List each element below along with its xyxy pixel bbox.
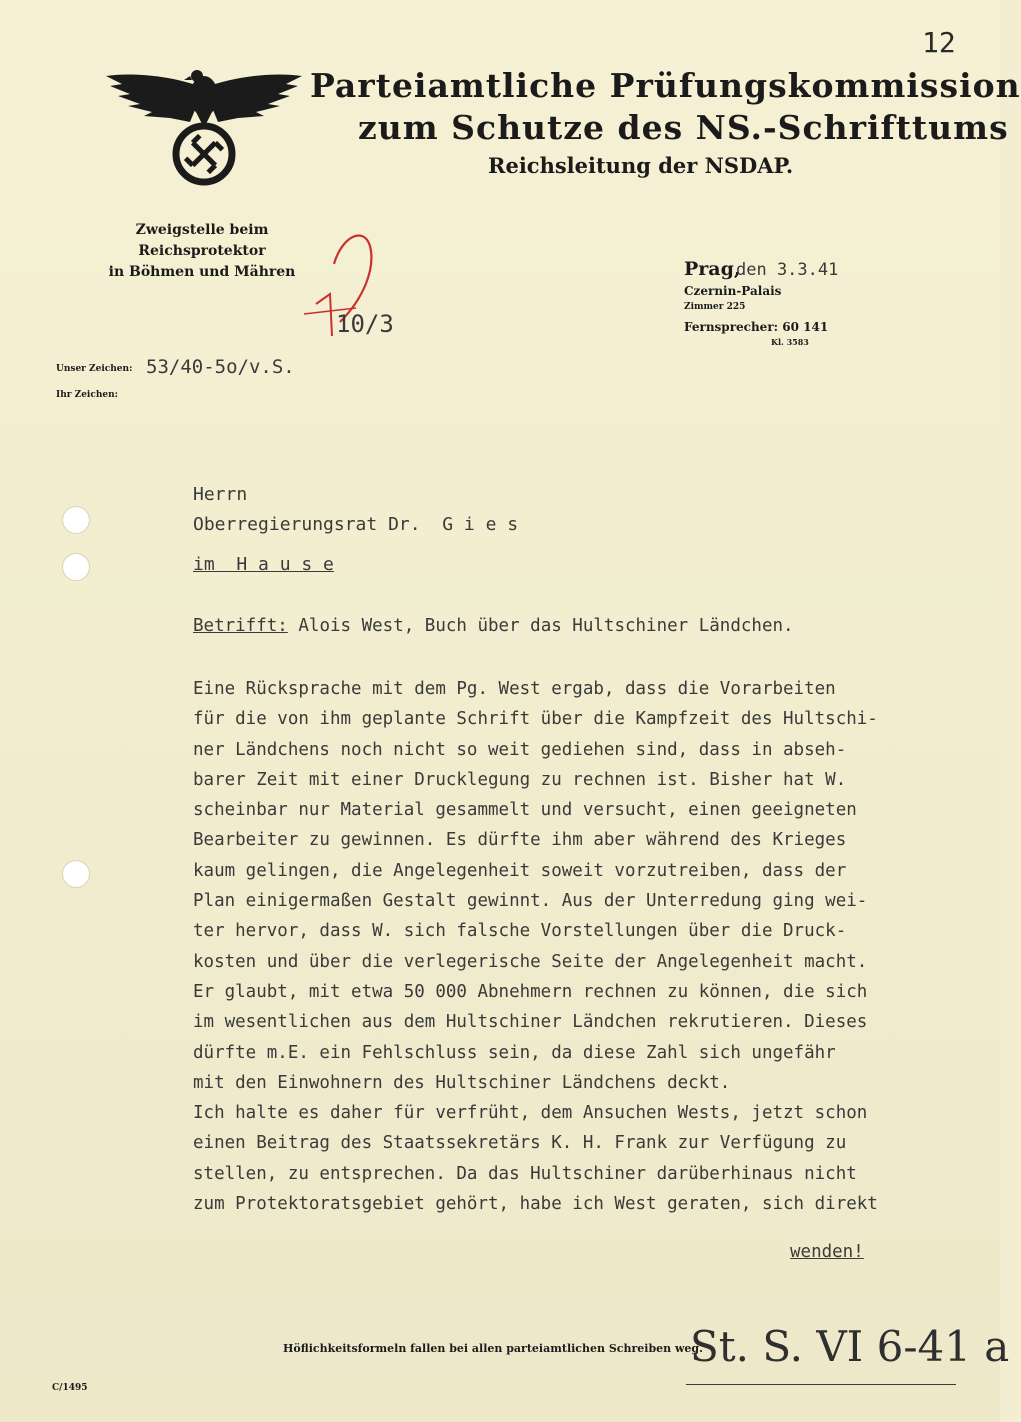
eagle-emblem-icon bbox=[104, 66, 304, 192]
body-line: stellen, zu entsprechen. Da das Hultschiner darüberhinaus nicht bbox=[193, 1163, 857, 1184]
branch-office bbox=[72, 220, 332, 283]
phone-number: Fernsprecher: 60 141 bbox=[684, 320, 829, 334]
branch-line: in Böhmen und Mähren bbox=[108, 264, 296, 280]
our-reference-label: Unser Zeichen: bbox=[56, 364, 133, 374]
body-line: Plan einigermaßen Gestalt gewinnt. Aus der Unterredung ging wei- bbox=[193, 891, 868, 912]
letterhead-subtitle: zum Schutze des NS.-Schrifttums bbox=[358, 108, 1009, 147]
body-line: Eine Rücksprache mit dem Pg. West ergab, dass die Vorarbeiten bbox=[193, 679, 836, 699]
punch-hole bbox=[62, 553, 90, 581]
red-pencil-initials-icon bbox=[296, 224, 394, 344]
stamp-underline bbox=[686, 1384, 956, 1385]
body-line: scheinbar nur Material gesammelt und versucht, einen geeigneten bbox=[193, 800, 857, 821]
form-code: C/1495 bbox=[52, 1383, 88, 1393]
body-line: kaum gelingen, die Angelegenheit soweit vorzutreiben, dass der bbox=[193, 860, 847, 881]
recipient-name: Oberregierungsrat Dr. G i e s bbox=[193, 514, 519, 535]
archive-stamp: St. S. VI 6-41 a bbox=[690, 1322, 1010, 1371]
our-reference-value: 53/40-5o/v.S. bbox=[146, 356, 295, 378]
subject-label: Betrifft: bbox=[193, 616, 288, 636]
body-line: barer Zeit mit einer Drucklegung zu rechnen ist. Bisher hat W. bbox=[193, 769, 847, 790]
body-line: ter hervor, dass W. sich falsche Vorstellungen über die Druck- bbox=[193, 921, 847, 942]
closing-word: wenden! bbox=[790, 1242, 864, 1262]
body-line: kosten und über die verlegerische Seite der Angelegenheit macht. bbox=[193, 951, 868, 972]
subject-text: Alois West, Buch über das Hultschiner Ländchen. bbox=[298, 616, 794, 636]
recipient-location: im H a u s e bbox=[193, 554, 334, 575]
body-line: Bearbeiter zu gewinnen. Es dürfte ihm aber während des Krieges bbox=[193, 830, 847, 851]
body-line: einen Beitrag des Staatssekretärs K. H. Frank zur Verfügung zu bbox=[193, 1133, 847, 1154]
body-line: im wesentlichen aus dem Hultschiner Ländchen rekrutieren. Dieses bbox=[193, 1012, 868, 1033]
building-name: Czernin-Palais bbox=[684, 284, 782, 298]
branch-line: Zweigstelle beim Reichsprotektor bbox=[135, 222, 269, 259]
body-line: ner Ländchens noch nicht so weit gediehen sind, dass in abseh- bbox=[193, 739, 847, 760]
body-line: für die von ihm geplante Schrift über die Kampfzeit des Hultschi- bbox=[193, 709, 878, 730]
body-line: Er glaubt, mit etwa 50 000 Abnehmern rechnen zu können, die sich bbox=[193, 981, 868, 1002]
recipient-salutation: Herrn bbox=[193, 484, 248, 505]
body-line: dürfte m.E. ein Fehlschluss sein, da diese Zahl sich ungefähr bbox=[193, 1042, 836, 1063]
letter-body bbox=[193, 674, 998, 1219]
letter-date: den 3.3.41 bbox=[736, 260, 839, 280]
punch-hole bbox=[62, 860, 90, 888]
subject-line bbox=[193, 616, 794, 636]
page-number: 12 bbox=[922, 26, 956, 59]
letterhead-title: Parteiamtliche Prüfungskommission bbox=[310, 66, 1021, 105]
phone-extension: Kl. 3583 bbox=[771, 337, 809, 347]
body-line: zum Protektoratsgebiet gehört, habe ich West geraten, sich direkt bbox=[193, 1194, 878, 1215]
body-line: Ich halte es daher für verfrüht, dem Ansuchen Wests, jetzt schon bbox=[193, 1103, 868, 1124]
initials-text: 10/3 bbox=[336, 310, 394, 338]
room-number: Zimmer 225 bbox=[684, 302, 746, 312]
place-city: Prag, bbox=[684, 258, 741, 280]
footer-note: Höflichkeitsformeln fallen bei allen parteiamtlichen Schreiben weg. bbox=[283, 1342, 703, 1355]
letterhead-organization: Reichsleitung der NSDAP. bbox=[488, 153, 794, 178]
your-reference-label: Ihr Zeichen: bbox=[56, 390, 118, 400]
punch-hole bbox=[62, 506, 90, 534]
body-line: mit den Einwohnern des Hultschiner Ländchens deckt. bbox=[193, 1072, 731, 1093]
